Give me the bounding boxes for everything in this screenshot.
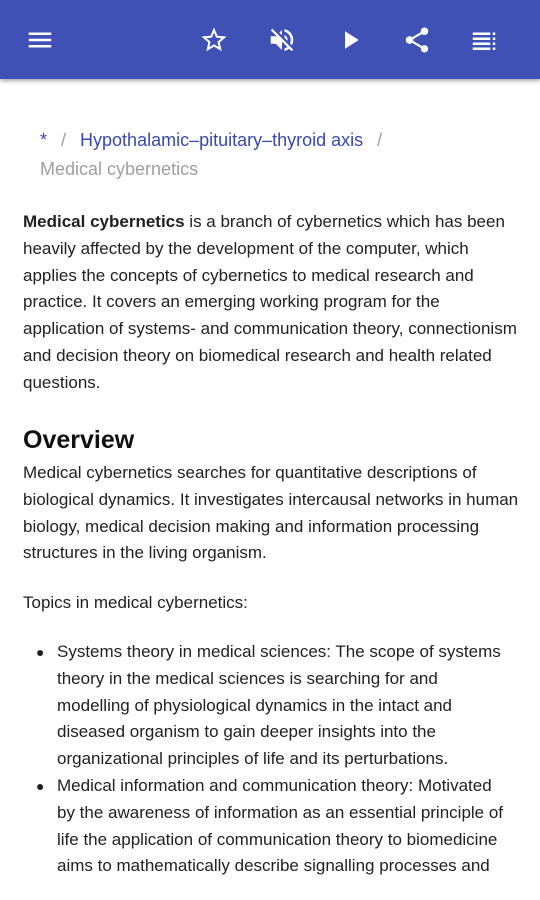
mute-button[interactable] [260,18,304,62]
favorite-button[interactable] [192,18,236,62]
list-item [23,773,513,880]
menu-button[interactable] [18,18,62,62]
topics-intro: Topics in medical cybernetics: [23,593,248,612]
intro-paragraph [23,209,523,397]
play-icon [335,25,365,55]
article-content[interactable] [0,79,540,900]
breadcrumb-home-link[interactable]: * [40,130,48,150]
playlist-icon [469,25,499,55]
list-item-text: Medical information and communication theory: Motivated by the awareness of information as an essential principle of life the application of communication theory to biomedicine aims to mathematically describe signalling processes and [57,775,504,876]
overview-heading: Overview [23,426,135,454]
overview-paragraph: Medical cybernetics searches for quantitative descriptions of biological dynamics. It investigates intercausal networks in human biology, medical decision making and information processing structures in the living organism. [23,463,519,563]
breadcrumb-separator: / [61,130,67,150]
volume-off-icon [267,25,297,55]
star-outline-icon [199,25,229,55]
breadcrumb [40,126,510,184]
list-item-text: Systems theory in medical sciences: The scope of systems theory in the medical sciences is searching for and modelling of physiological dynamics in the intact and diseased organism to gain deeper insights into the organizational principles of life and its perturbations. [57,642,501,769]
intro-term: Medical cybernetics [23,212,185,231]
breadcrumb-parent-link[interactable]: Hypothalamic–pituitary–thyroid axis [80,130,364,150]
topics-list [23,639,513,880]
bullet-icon: ● [36,644,45,660]
breadcrumb-current: Medical cybernetics [40,159,199,179]
app-bar [0,0,540,79]
breadcrumb-separator: / [377,130,383,150]
share-icon [402,25,432,55]
intro-text: is a branch of cybernetics which has been heavily affected by the development of the computer, which applies the concepts of cybernetics to medical research and practice. It covers an emerging working program for the application of systems- and communication theory, connectionism and decision theory on biomedical research and health related questions. [23,212,517,392]
share-button[interactable] [395,18,439,62]
hamburger-menu-icon [25,25,55,55]
playlist-button[interactable] [462,18,506,62]
list-item [23,639,513,773]
bullet-icon: ● [36,777,45,794]
play-button[interactable] [328,18,372,62]
